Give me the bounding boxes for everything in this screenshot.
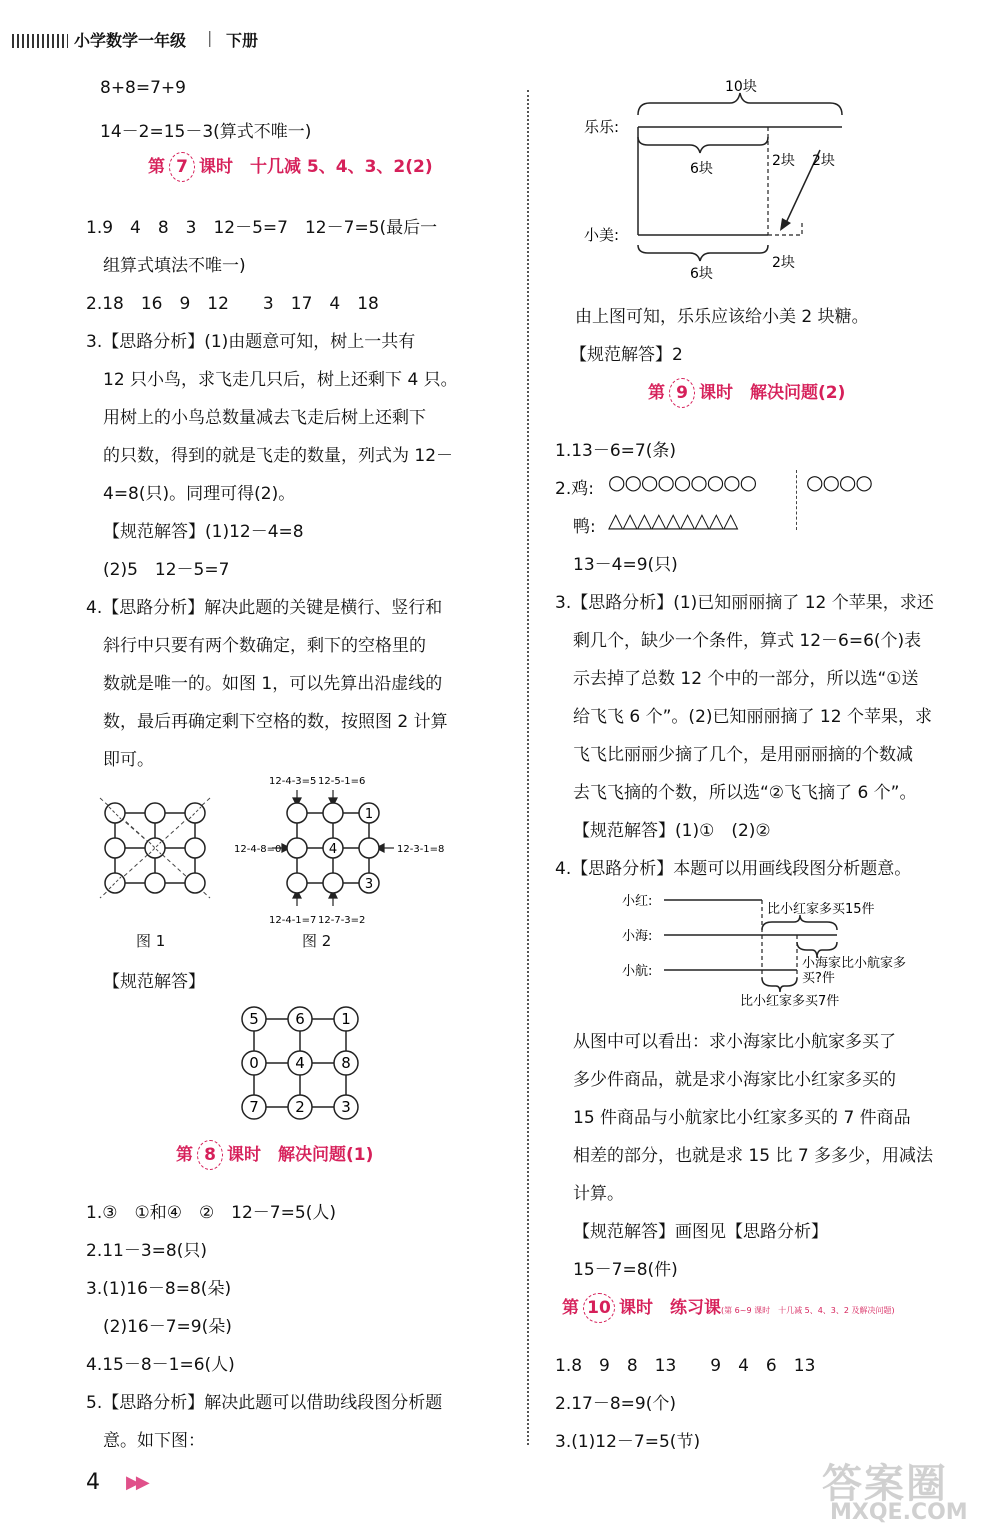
seg2-xhang: 小航: bbox=[622, 964, 653, 979]
duck-triangles: △△△△△△△△△ bbox=[608, 508, 738, 532]
answer-line: 鸭: bbox=[573, 517, 596, 537]
fig2-number: 3 bbox=[364, 877, 374, 892]
seg2-label: 买?件 bbox=[802, 971, 835, 986]
answer-line: 飞飞比丽丽少摘了几个，是用丽丽摘的个数减 bbox=[573, 745, 913, 765]
answer-label: 【规范解答】 bbox=[103, 972, 205, 992]
chapter-title: 解决问题(1) bbox=[278, 1145, 374, 1165]
chapter-number: 7 bbox=[169, 152, 195, 182]
grid-cell-number: 8 bbox=[341, 1054, 351, 1072]
fig2-label-left: 12-4-8=0 bbox=[234, 844, 282, 855]
answer-line: 13－4=9(只) bbox=[573, 555, 678, 575]
answer-line: 数，最后再确定剩下空格的数，按照图 2 计算 bbox=[103, 712, 448, 732]
chapter-number: 9 bbox=[669, 378, 695, 408]
fig2-number: 1 bbox=[364, 807, 374, 822]
seg-label: 2块 bbox=[812, 153, 835, 169]
answer-line: 1.③ ①和④ ② 12－7=5(人) bbox=[86, 1203, 336, 1223]
shopping-segment-diagram bbox=[612, 880, 942, 1010]
chapter-title: 十几减 5、4、3、2(2) bbox=[250, 157, 433, 177]
answer-line: 12 只小鸟，求飞走几只后，树上还剩下 4 只。 bbox=[103, 370, 458, 390]
answer-line: 数就是唯一的。如图 1，可以先算出沿虚线的 bbox=[103, 674, 443, 694]
chapter-suffix: 课时 bbox=[227, 1145, 261, 1165]
answer-line: 4.15－8－1=6(人) bbox=[86, 1355, 235, 1375]
grid-cell-number: 5 bbox=[249, 1010, 259, 1028]
answer-line: 15－7=8(件) bbox=[573, 1260, 678, 1280]
fig2-label-bot1: 12-4-1=7 bbox=[269, 915, 317, 926]
answer-line: 剩几个，缺少一个条件，算式 12－6=6(个)表 bbox=[573, 631, 922, 651]
answer-line: 2.11－3=8(只) bbox=[86, 1241, 207, 1261]
grid-cell-number: 1 bbox=[341, 1010, 351, 1028]
answer-line: 用树上的小鸟总数量减去飞走后树上还剩下 bbox=[103, 408, 426, 428]
extra-circles: ○○○○ bbox=[806, 470, 872, 494]
chapter-title: 解决问题(2) bbox=[750, 383, 846, 403]
answer-line: 3.(1)16－8=8(朵) bbox=[86, 1279, 232, 1299]
seg-label: 2块 bbox=[772, 153, 795, 169]
grid-cell-number: 7 bbox=[249, 1098, 259, 1116]
answer-line: 组算式填法不唯一) bbox=[103, 256, 246, 276]
chapter-8-heading bbox=[176, 1140, 373, 1170]
chapter-suffix: 课时 bbox=[199, 157, 233, 177]
page-arrow-icon: ▶▶ bbox=[126, 1472, 146, 1493]
chapter-number: 8 bbox=[197, 1140, 223, 1170]
answer-line: 【规范解答】画图见【思路分析】 bbox=[573, 1222, 828, 1242]
seg2-xh: 小红: bbox=[622, 894, 653, 909]
answer-line: 由上图可知，乐乐应该给小美 2 块糖。 bbox=[575, 307, 869, 327]
answer-line: 1.8 9 8 13 9 4 6 13 bbox=[555, 1356, 816, 1376]
figure-1-caption: 图 1 bbox=[136, 932, 166, 950]
answer-line: 3.(1)12－7=5(节) bbox=[555, 1432, 701, 1452]
figure-1-diagram bbox=[95, 790, 220, 910]
fig2-label-top2: 12-5-1=6 bbox=[318, 776, 366, 787]
answer-grid-diagram bbox=[232, 1000, 367, 1125]
fig2-label-right: 12-3-1=8 bbox=[397, 844, 445, 855]
chicken-circles: ○○○○○○○○○ bbox=[608, 470, 757, 494]
answer-line: 3.【思路分析】(1)已知丽丽摘了 12 个苹果，求还 bbox=[555, 593, 934, 613]
figure-2-diagram bbox=[232, 770, 467, 930]
chapter-suffix: 课时 bbox=[619, 1298, 653, 1318]
page-number: 4 bbox=[86, 1470, 100, 1495]
chapter-suffix: 课时 bbox=[699, 383, 733, 403]
chapter-10-heading bbox=[562, 1293, 895, 1323]
answer-line: 5.【思路分析】解决此题可以借助线段图分析题 bbox=[86, 1393, 443, 1413]
answer-line: 去飞飞摘的个数，所以选“②飞飞摘了 6 个”。 bbox=[573, 783, 917, 803]
book-title: 小学数学一年级 bbox=[74, 31, 187, 50]
seg-xiaomei: 小美: bbox=[584, 226, 620, 244]
chapter-number: 10 bbox=[583, 1293, 615, 1323]
grid-cell-number: 3 bbox=[341, 1098, 351, 1116]
chapter-prefix: 第 bbox=[148, 157, 165, 177]
chapter-prefix: 第 bbox=[648, 383, 665, 403]
answer-line: 15 件商品与小航家比小红家多买的 7 件商品 bbox=[573, 1108, 911, 1128]
line-text: 8+8=7+9 bbox=[100, 78, 186, 98]
answer-line: 1.13－6=7(条) bbox=[555, 441, 676, 461]
answer-line: 4=8(只)。同理可得(2)。 bbox=[103, 484, 296, 504]
answer-line: 给飞飞 6 个”。(2)已知丽丽摘了 12 个苹果，求 bbox=[573, 707, 932, 727]
answer-line: 4.【思路分析】本题可以用画线段图分析题意。 bbox=[555, 859, 912, 879]
answer-line: 【规范解答】(1)① (2)② bbox=[573, 821, 771, 841]
answer-line: 【规范解答】(1)12－4=8 bbox=[103, 522, 304, 542]
grid-cell-number: 2 bbox=[295, 1098, 305, 1116]
grid-cell-number: 4 bbox=[295, 1054, 305, 1072]
answer-line: 示去掉了总数 12 个中的一部分，所以选“①送 bbox=[573, 669, 919, 689]
answer-line: 2.18 16 9 12 3 17 4 18 bbox=[86, 294, 379, 314]
header-separator: | bbox=[207, 28, 213, 47]
answer-line: 【规范解答】2 bbox=[570, 345, 683, 365]
answer-line: 4.【思路分析】解决此题的关键是横行、竖行和 bbox=[86, 598, 443, 618]
chapter-prefix: 第 bbox=[176, 1145, 193, 1165]
column-divider bbox=[527, 90, 529, 1445]
chapter-7-heading bbox=[148, 152, 433, 182]
figure-2-caption: 图 2 bbox=[302, 932, 332, 950]
book-volume: 下册 bbox=[226, 31, 259, 50]
chapter-note: (第 6~9 课时 十几减 5、4、3、2 及解决问题) bbox=[721, 1306, 895, 1315]
answer-line: 计算。 bbox=[573, 1184, 624, 1204]
grid-cell-number: 0 bbox=[249, 1054, 259, 1072]
watermark-url: MXQE.COM bbox=[830, 1500, 968, 1525]
fig2-label-bot2: 12-7-3=2 bbox=[318, 915, 366, 926]
seg2-label: 小海家比小航家多 bbox=[802, 956, 907, 971]
seg2-label: 比小红家多买7件 bbox=[740, 994, 840, 1009]
answer-line: 2.鸡: bbox=[555, 479, 594, 499]
chapter-prefix: 第 bbox=[562, 1298, 579, 1318]
answer-line: 从图中可以看出：求小海家比小航家多买了 bbox=[573, 1032, 896, 1052]
dashed-separator bbox=[796, 470, 797, 530]
seg2-xhai: 小海: bbox=[622, 929, 653, 944]
candy-segment-diagram bbox=[580, 75, 880, 280]
grid-cell-number: 6 bbox=[295, 1010, 305, 1028]
answer-line: (2)5 12－5=7 bbox=[103, 560, 230, 580]
fig2-number: 4 bbox=[328, 842, 338, 857]
watermark-logo-text: 答案圈 bbox=[822, 1461, 948, 1507]
chapter-9-heading bbox=[648, 378, 845, 408]
seg-total: 10块 bbox=[725, 79, 757, 95]
answer-line: 斜行中只要有两个数确定，剩下的空格里的 bbox=[103, 636, 426, 656]
line-text: 14－2=15－3(算式不唯一) bbox=[100, 122, 312, 142]
answer-line: 意。如下图： bbox=[103, 1431, 205, 1451]
answer-line: 即可。 bbox=[103, 750, 154, 770]
answer-line: 3.【思路分析】(1)由题意可知，树上一共有 bbox=[86, 332, 416, 352]
header-barcode-decoration bbox=[12, 34, 68, 48]
seg-label: 6块 bbox=[690, 161, 713, 177]
answer-line: 多少件商品，就是求小海家比小红家多买的 bbox=[573, 1070, 896, 1090]
answer-line: 的只数，得到的就是飞走的数量，列式为 12－ bbox=[103, 446, 454, 466]
seg2-label: 比小红家多买15件 bbox=[767, 902, 875, 917]
answer-line: 相差的部分，也就是求 15 比 7 多多少，用减法 bbox=[573, 1146, 934, 1166]
answer-line: (2)16－7=9(朵) bbox=[103, 1317, 232, 1337]
seg-label: 6块 bbox=[690, 266, 713, 280]
chapter-title: 练习课 bbox=[670, 1298, 721, 1318]
fig2-label-top1: 12-4-3=5 bbox=[269, 776, 317, 787]
answer-line: 2.17－8=9(个) bbox=[555, 1394, 676, 1414]
seg-label: 2块 bbox=[772, 255, 795, 271]
answer-line: 1.9 4 8 3 12－5=7 12－7=5(最后一 bbox=[86, 218, 438, 238]
seg-lele: 乐乐: bbox=[584, 118, 620, 136]
